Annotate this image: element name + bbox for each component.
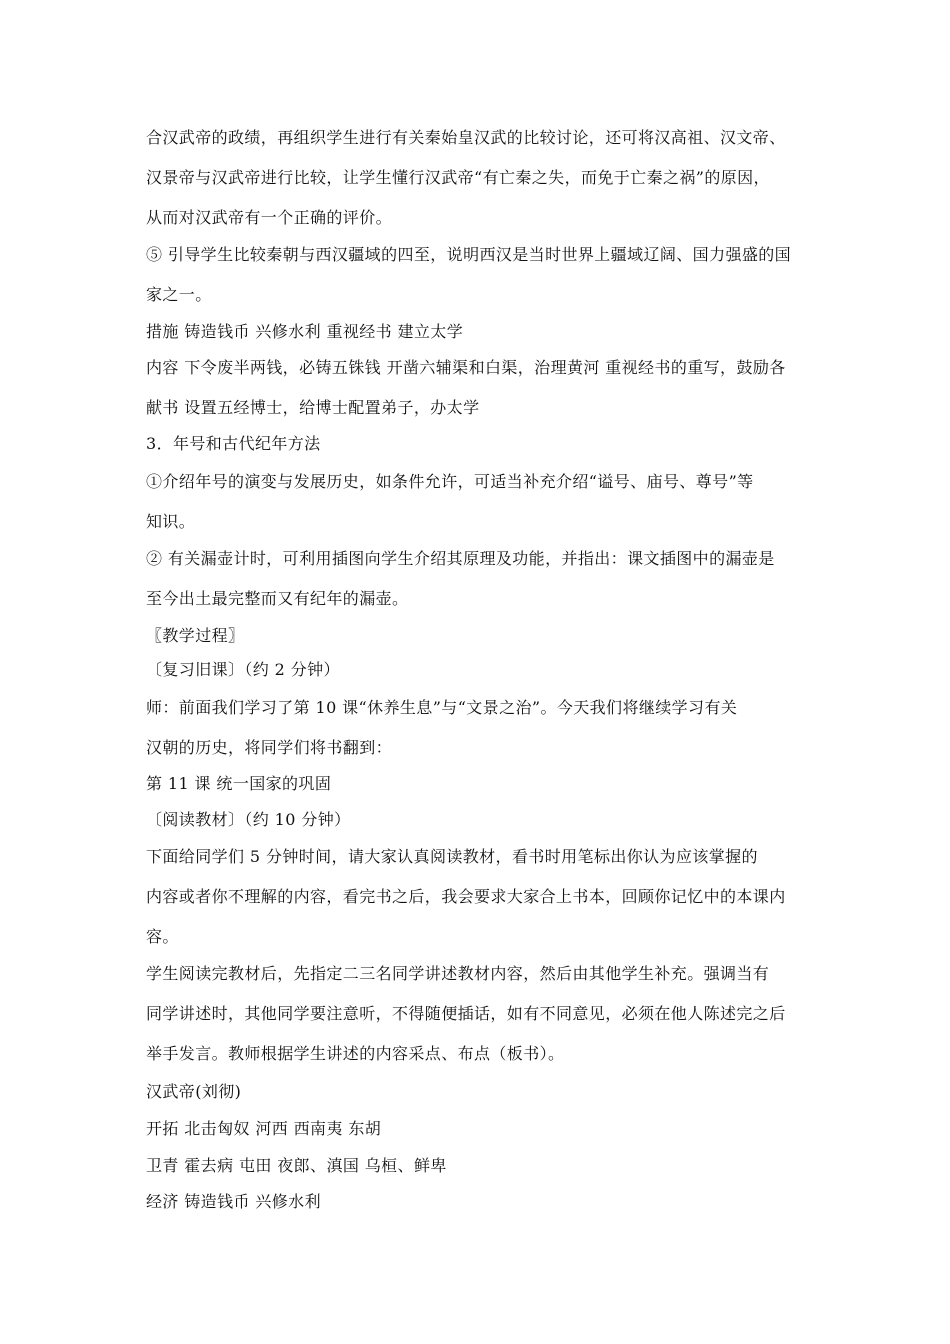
text-line: 家之一。 <box>146 285 212 304</box>
text-line: 学生阅读完教材后，先指定二三名同学讲述教材内容，然后由其他学生补充。强调当有 <box>146 964 770 983</box>
text-line: 内容 下令废半两钱，必铸五铢钱 开凿六辅渠和白渠，治理黄河 重视经书的重写，鼓励各 <box>146 358 786 377</box>
text-line: 从而对汉武帝有一个正确的评价。 <box>146 208 393 227</box>
text-line: 汉景帝与汉武帝进行比较，让学生懂行汉武帝“有亡秦之失，而免于亡秦之祸”的原因， <box>146 168 770 187</box>
text-line: 〔复习旧课〕（约 2 分钟） <box>146 660 340 679</box>
text-line: 知识。 <box>146 512 196 531</box>
text-line: ② 有关漏壶计时，可利用插图向学生介绍其原理及功能，并指出：课文插图中的漏壶是 <box>146 549 775 568</box>
text-line: 汉武帝(刘彻) <box>146 1082 242 1101</box>
text-line: 合汉武帝的政绩，再组织学生进行有关秦始皇汉武的比较讨论，还可将汉高祖、汉文帝、 <box>146 128 786 147</box>
text-line: 〔阅读教材〕（约 10 分钟） <box>146 810 351 829</box>
text-line: 经济 铸造钱币 兴修水利 <box>146 1192 321 1211</box>
text-line: 同学讲述时，其他同学要注意听，不得随便插话，如有不同意见，必须在他人陈述完之后 <box>146 1004 786 1023</box>
text-line: 师：前面我们学习了第 10 课“休养生息”与“文景之治”。今天我们将继续学习有关 <box>146 698 738 717</box>
text-line: 下面给同学们 5 分钟时间，请大家认真阅读教材，看书时用笔标出你认为应该掌握的 <box>146 847 758 866</box>
text-line: 开拓 北击匈奴 河西 西南夷 东胡 <box>146 1119 382 1138</box>
text-line: 至今出土最完整而又有纪年的漏壶。 <box>146 589 409 608</box>
text-line: 献书 设置五经博士，给博士配置弟子，办太学 <box>146 398 480 417</box>
text-line: ①介绍年号的演变与发展历史，如条件允许，可适当补充介绍“谥号、庙号、尊号”等 <box>146 472 754 491</box>
text-line: 3．年号和古代纪年方法 <box>146 434 321 453</box>
lesson-title: 第 11 课 统一国家的巩固 <box>146 774 332 793</box>
section-heading: 〖教学过程〗 <box>146 626 245 645</box>
text-line: 汉朝的历史，将同学们将书翻到： <box>146 738 393 757</box>
text-line: 容。 <box>146 927 179 946</box>
text-line: 卫青 霍去病 屯田 夜郎、滇国 乌桓、鲜卑 <box>146 1156 447 1175</box>
text-line: ⑤ 引导学生比较秦朝与西汉疆域的四至，说明西汉是当时世界上疆域辽阔、国力强盛的国 <box>146 245 792 264</box>
text-line: 举手发言。教师根据学生讲述的内容采点、布点（板书）。 <box>146 1044 565 1063</box>
text-line: 内容或者你不理解的内容，看完书之后，我会要求大家合上书本，回顾你记忆中的本课内 <box>146 887 786 906</box>
text-line: 措施 铸造钱币 兴修水利 重视经书 建立太学 <box>146 322 464 341</box>
